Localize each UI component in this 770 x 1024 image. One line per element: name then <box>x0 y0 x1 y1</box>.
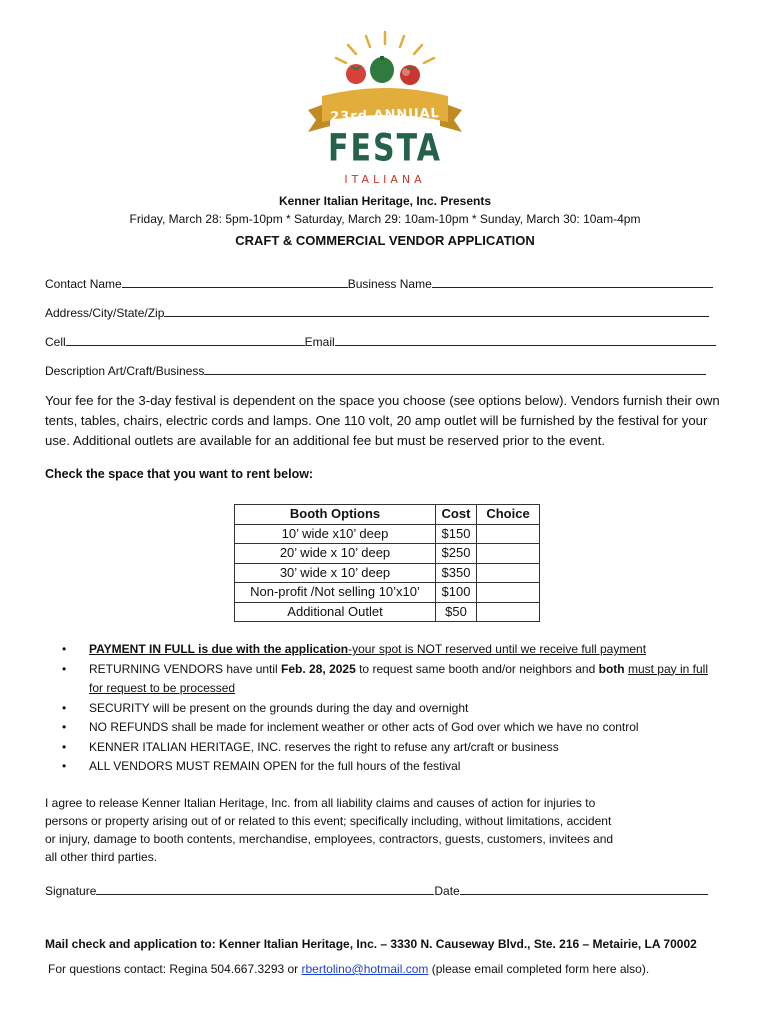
cell-label: Cell <box>45 335 66 349</box>
address-label: Address/City/State/Zip <box>45 306 165 320</box>
table-row <box>235 524 540 544</box>
booth-cost: $100 <box>436 583 477 603</box>
cell-field[interactable] <box>66 334 305 346</box>
presenter-line: Kenner Italian Heritage, Inc. Presents <box>278 194 492 208</box>
bullet-icon: • <box>62 720 67 734</box>
returning-rule-both: both <box>598 661 625 676</box>
booth-options-table <box>234 504 540 622</box>
booth-option: Additional Outlet <box>235 602 436 622</box>
booth-table-header <box>235 505 540 525</box>
choice-header: Choice <box>477 505 540 525</box>
cost-header: Cost <box>436 505 477 525</box>
contact-line <box>48 962 649 976</box>
list-item <box>62 660 722 699</box>
payment-rule-rest: -your spot is NOT reserved until we receive full payment <box>348 642 647 656</box>
email-field[interactable] <box>335 334 716 346</box>
contact-business-row <box>45 276 713 291</box>
list-item <box>62 738 722 758</box>
bullet-icon: • <box>62 642 67 656</box>
business-name-label: Business Name <box>347 277 432 291</box>
festa-logo <box>300 30 470 186</box>
booth-cost: $350 <box>436 563 477 583</box>
booth-option: 10’ wide x10’ deep <box>235 524 436 544</box>
signature-label: Signature <box>45 884 97 898</box>
cell-email-row <box>45 334 716 349</box>
email-label: Email <box>304 335 335 349</box>
returning-rule-a: RETURNING VENDORS have until <box>89 661 282 676</box>
signature-date-row <box>45 883 708 898</box>
bullet-icon: • <box>62 759 67 773</box>
date-label: Date <box>434 884 460 898</box>
contact-suffix: (please email completed form here also). <box>428 962 650 976</box>
booth-choice-cell[interactable] <box>477 583 540 603</box>
logo-subtitle: ITALIANA <box>344 173 426 186</box>
refunds-rule: NO REFUNDS shall be made for inclement weather or other acts of God over which we have no control <box>89 720 639 734</box>
signature-field[interactable] <box>96 883 434 895</box>
list-item <box>62 757 722 777</box>
open-rule: ALL VENDORS MUST REMAIN OPEN for the full hours of the festival <box>89 759 461 773</box>
festival-dates: Friday, March 28: 5pm-10pm * Saturday, March 29: 10am-10pm * Sunday, March 30: 10am-4pm <box>129 212 641 226</box>
booth-option: 30’ wide x 10’ deep <box>235 563 436 583</box>
list-item <box>62 699 722 719</box>
list-item <box>62 718 722 738</box>
bullet-icon: • <box>62 739 67 754</box>
description-row <box>45 363 706 378</box>
returning-rule-date: Feb. 28, 2025 <box>281 661 356 676</box>
table-row <box>235 544 540 564</box>
mail-instructions: Mail check and application to: Kenner Italian Heritage, Inc. – 3330 N. Causeway Blvd., Ste. 216 – Metairie, LA 70002 <box>45 937 697 951</box>
booth-cost: $50 <box>436 602 477 622</box>
booth-option: Non-profit /Not selling 10’x10’ <box>235 583 436 603</box>
contact-name-label: Contact Name <box>45 277 122 291</box>
returning-rule-underline: must pay in full for request to be processed <box>89 661 708 695</box>
rules-list <box>62 640 722 777</box>
returning-rule-b: to request same booth and/or neighbors and <box>355 661 599 676</box>
booth-cost: $250 <box>436 544 477 564</box>
logo-title: FESTA <box>328 126 442 171</box>
fee-paragraph: Your fee for the 3-day festival is dependent on the space you choose (see options below). Vendors furnish their own tents, tables, chairs, electric cords and lamps. One 110 volt, 20 amp outlet will be furnished by the festival for your use. Additional outlets are available for an additional fee but must be reserved prior to the event. <box>45 393 720 448</box>
date-field[interactable] <box>460 883 708 895</box>
booth-cost: $150 <box>436 524 477 544</box>
booth-options-header: Booth Options <box>235 505 436 525</box>
security-rule: SECURITY will be present on the grounds during the day and overnight <box>89 700 469 715</box>
bullet-icon: • <box>62 661 67 676</box>
logo-banner-text: 23rd ANNUAL <box>329 106 441 125</box>
refuse-rule: KENNER ITALIAN HERITAGE, INC. reserves the right to refuse any art/craft or business <box>89 739 559 754</box>
description-field[interactable] <box>204 363 706 375</box>
list-item <box>62 640 722 660</box>
contact-prefix: For questions contact: Regina 504.667.3293 or <box>48 962 302 976</box>
contact-name-field[interactable] <box>122 276 348 288</box>
check-space-heading: Check the space that you want to rent below: <box>45 467 314 481</box>
description-label: Description Art/Craft/Business <box>45 364 205 378</box>
booth-option: 20’ wide x 10’ deep <box>235 544 436 564</box>
address-field[interactable] <box>164 305 709 317</box>
payment-rule-bold: PAYMENT IN FULL is due with the application <box>89 642 349 656</box>
table-row <box>235 583 540 603</box>
bullet-icon: • <box>62 700 67 715</box>
contact-email-link[interactable]: rbertolino@hotmail.com <box>301 962 429 976</box>
business-name-field[interactable] <box>432 276 713 288</box>
booth-choice-cell[interactable] <box>477 602 540 622</box>
table-row <box>235 563 540 583</box>
booth-choice-cell[interactable] <box>477 563 540 583</box>
booth-choice-cell[interactable] <box>477 524 540 544</box>
liability-release: I agree to release Kenner Italian Heritage, Inc. from all liability claims and causes of action for injuries to persons or property arising out of or related to this event; specifically including, without limitations, accident or injury, damage to booth contents, merchandise, employees, contractors, guests, customers, invitees and all other third parties. <box>45 796 614 864</box>
booth-choice-cell[interactable] <box>477 544 540 564</box>
address-row <box>45 305 709 320</box>
table-row <box>235 602 540 622</box>
application-title: CRAFT & COMMERCIAL VENDOR APPLICATION <box>235 233 535 248</box>
